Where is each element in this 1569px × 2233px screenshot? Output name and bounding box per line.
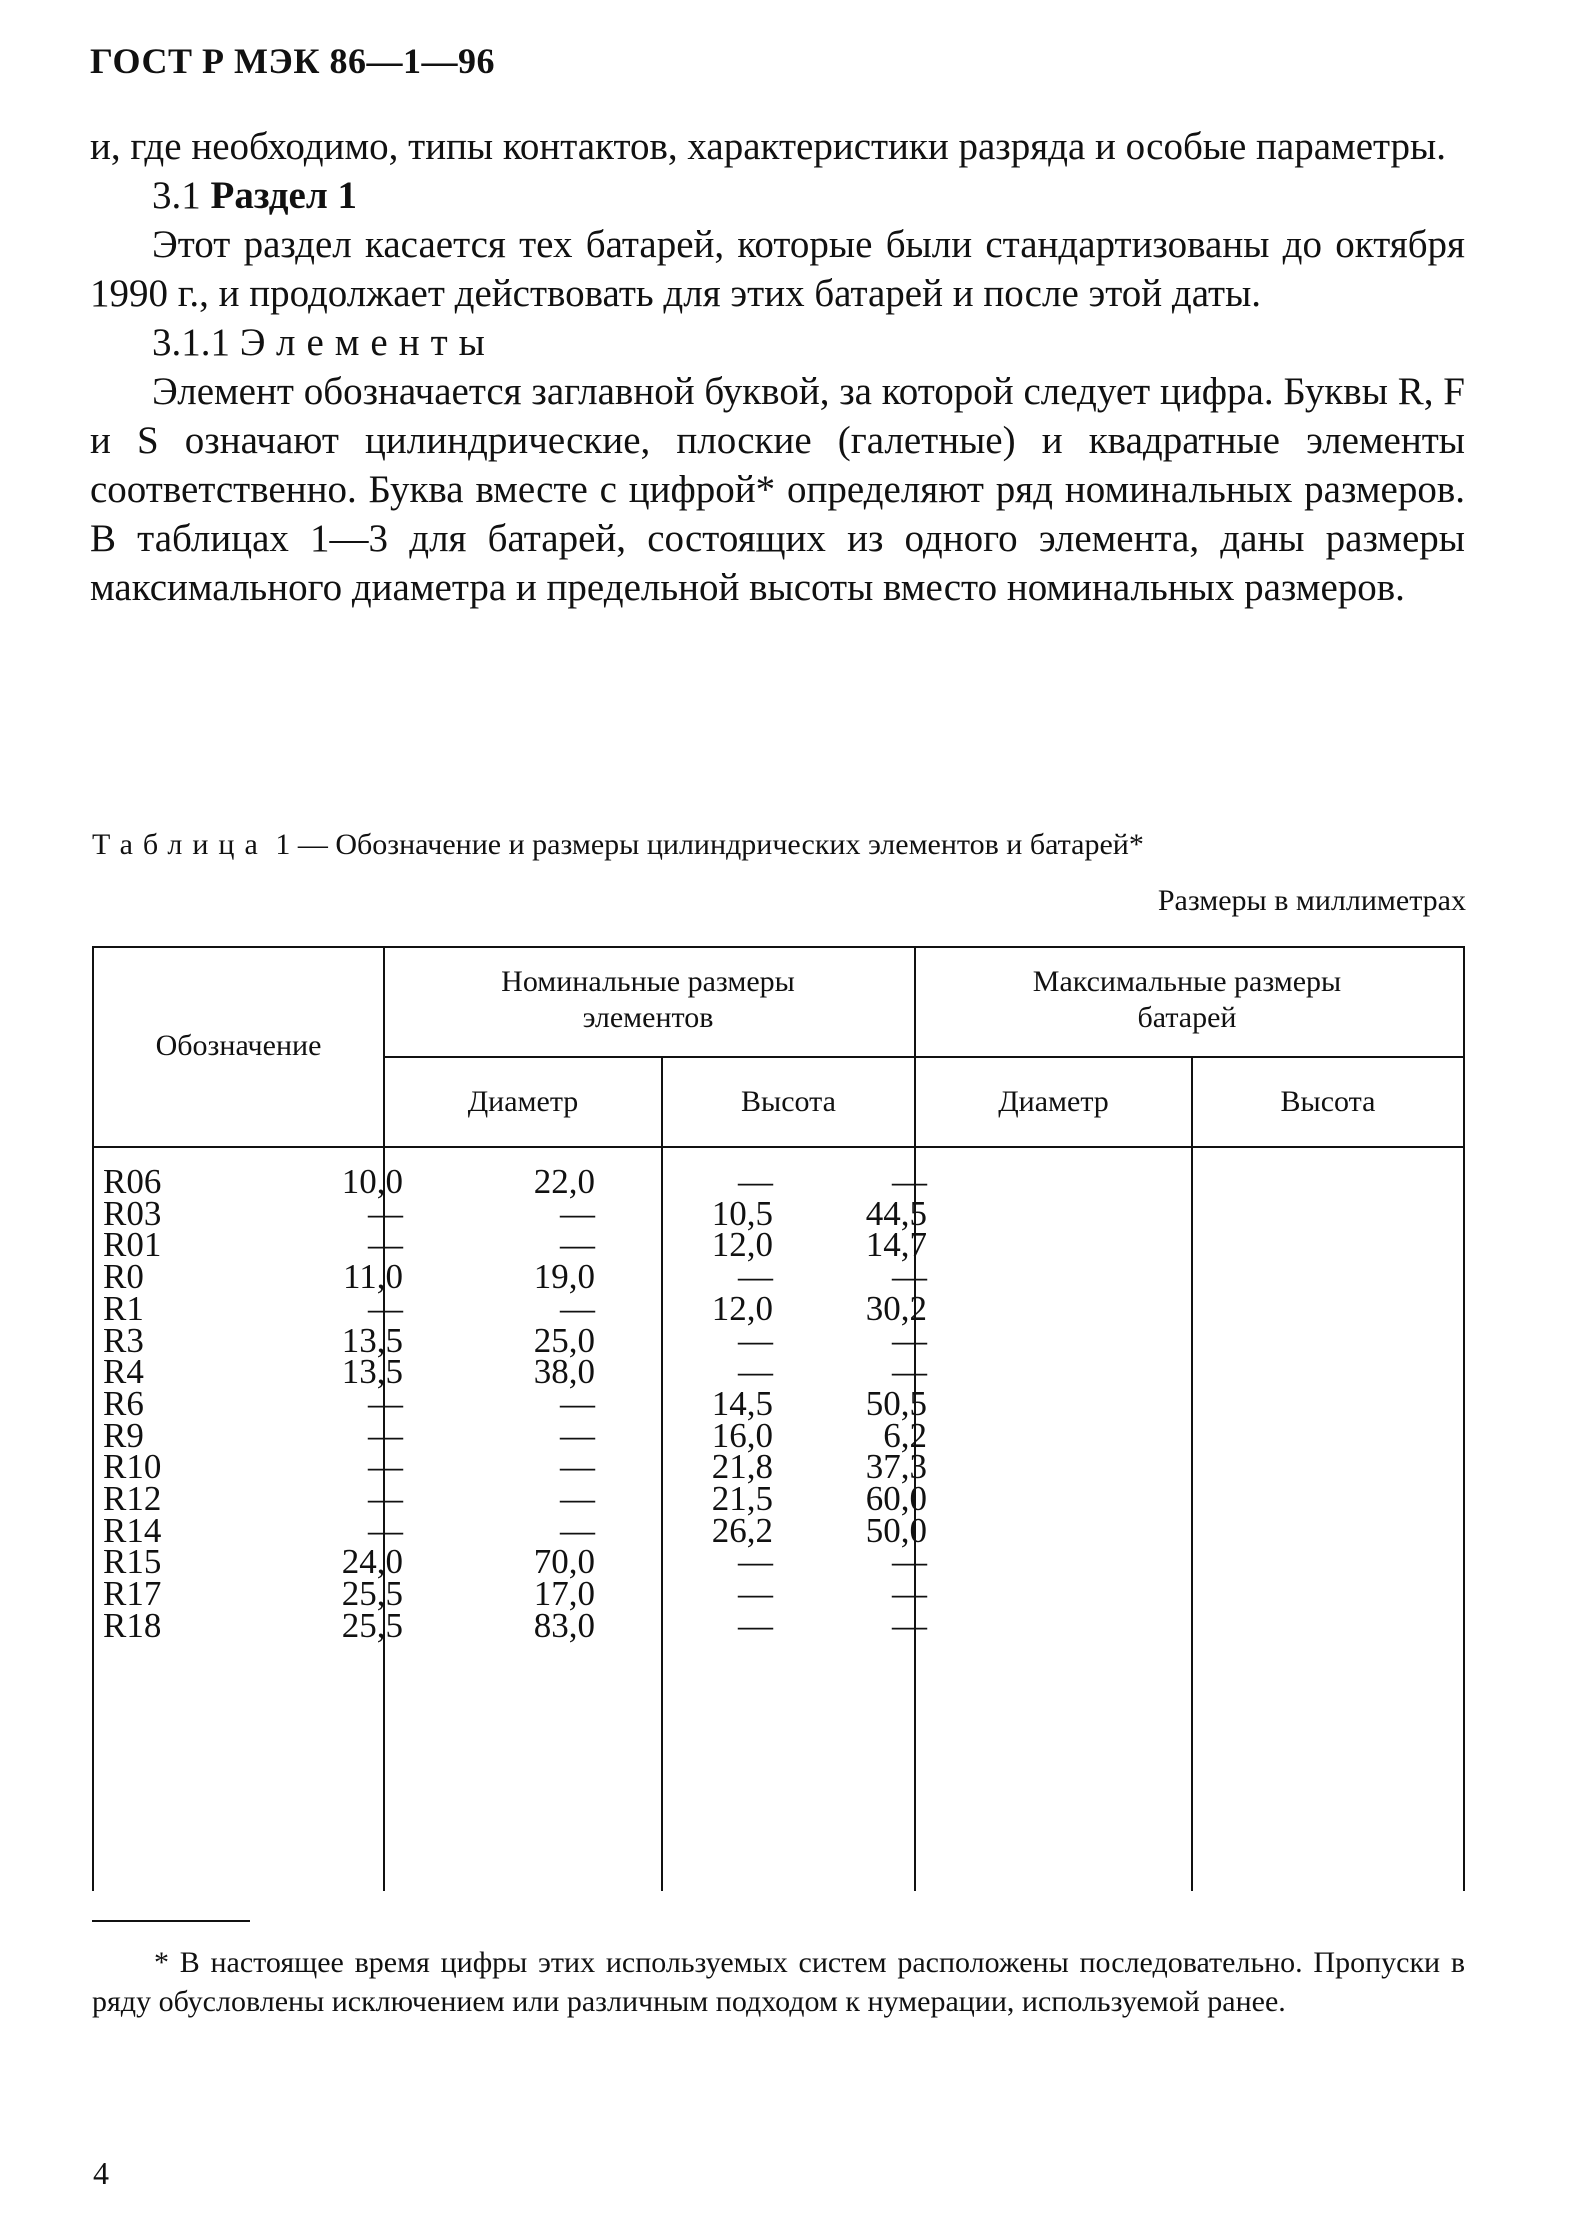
- cell-nominal-diameter: —: [368, 1447, 403, 1487]
- cell-nominal-height: —: [560, 1510, 595, 1550]
- table-top-border: [92, 946, 1465, 948]
- cell-max-diameter: 12,0: [711, 1225, 773, 1265]
- cell-nominal-diameter: —: [368, 1415, 403, 1455]
- paragraph-elements: Элемент обозначается заглавной буквой, за которой следует цифра. Буквы R, F и S означают цилиндрические, плоские (галетные) и квадратные элементы соответственно. Буква вместе с цифрой* определяют ряд номинальных размеров. В таблицах 1—3 для батарей, состоящих из одного элемента, даны размеры максимального диаметра и предельной высоты вместо номинальных размеров.: [90, 370, 1465, 609]
- cell-max-height: 30,2: [865, 1288, 927, 1328]
- cell-nominal-diameter: 13,5: [341, 1320, 403, 1360]
- body-text: [90, 122, 1465, 612]
- cell-nominal-height: 17,0: [533, 1574, 595, 1614]
- cell-max-height: 14,7: [865, 1225, 927, 1265]
- cell-max-diameter: 16,0: [711, 1415, 773, 1455]
- cell-max-height: —: [892, 1162, 927, 1201]
- cell-designation: R3: [103, 1320, 144, 1360]
- paragraph-continuation: и, где необходимо, типы контактов, характеристики разряда и особые параметры.: [90, 125, 1447, 168]
- cell-nominal-diameter: 11,0: [343, 1257, 403, 1297]
- cell-max-height: 6,2: [883, 1415, 927, 1455]
- section-title: Раздел 1: [210, 174, 357, 217]
- cell-max-diameter: —: [738, 1352, 773, 1392]
- cell-designation: R6: [103, 1383, 144, 1423]
- cell-designation: R06: [103, 1162, 162, 1201]
- cell-nominal-height: 83,0: [533, 1605, 595, 1645]
- cell-nominal-height: —: [560, 1288, 595, 1328]
- cell-max-height: —: [892, 1320, 927, 1360]
- cell-nominal-height: —: [560, 1225, 595, 1265]
- cell-nominal-height: 19,0: [533, 1257, 595, 1297]
- cell-max-diameter: —: [738, 1257, 773, 1297]
- cell-designation: R0: [103, 1257, 144, 1297]
- cell-designation: R14: [103, 1510, 162, 1550]
- cell-designation: R01: [103, 1225, 162, 1265]
- cell-nominal-diameter: —: [368, 1193, 403, 1233]
- cell-designation: R4: [103, 1352, 144, 1392]
- cell-nominal-height: —: [560, 1479, 595, 1518]
- cell-nominal-height: 70,0: [533, 1542, 595, 1582]
- cell-designation: R12: [103, 1479, 162, 1518]
- cell-max-height: —: [892, 1257, 927, 1297]
- cell-max-diameter: —: [738, 1605, 773, 1645]
- cell-max-diameter: —: [738, 1574, 773, 1614]
- cell-max-height: —: [892, 1352, 927, 1392]
- cell-nominal-diameter: —: [368, 1225, 403, 1265]
- header-designation: Обозначение: [155, 1029, 322, 1062]
- document-code-header: ГОСТ Р МЭК 86—1—96: [90, 41, 495, 81]
- cell-max-diameter: 10,5: [711, 1193, 773, 1233]
- cell-designation: R17: [103, 1574, 162, 1614]
- cell-nominal-height: —: [560, 1193, 595, 1233]
- subsection-number: 3.1.1: [152, 321, 230, 364]
- cell-nominal-diameter: —: [368, 1383, 403, 1423]
- header-max-height: Высота: [1280, 1085, 1376, 1118]
- cell-nominal-diameter: —: [368, 1479, 403, 1518]
- cell-max-diameter: 21,8: [711, 1447, 773, 1487]
- table-caption: [92, 828, 1466, 862]
- cell-max-diameter: 26,2: [711, 1510, 773, 1550]
- cell-nominal-diameter: —: [368, 1510, 403, 1550]
- cell-max-height: —: [892, 1605, 927, 1645]
- cell-nominal-diameter: —: [368, 1288, 403, 1328]
- cell-max-height: 50,0: [865, 1510, 927, 1550]
- cell-nominal-height: 22,0: [533, 1162, 595, 1201]
- cell-max-diameter: 21,5: [711, 1479, 773, 1518]
- cell-designation: R03: [103, 1193, 162, 1233]
- cell-max-height: —: [892, 1542, 927, 1582]
- cell-designation: R10: [103, 1447, 162, 1487]
- cell-max-diameter: —: [738, 1542, 773, 1582]
- cell-nominal-diameter: 13,5: [341, 1352, 403, 1392]
- cell-designation: R18: [103, 1605, 162, 1645]
- cell-nominal-height: 38,0: [533, 1352, 595, 1392]
- cell-max-height: 44,5: [865, 1193, 927, 1233]
- cell-nominal-diameter: 24,0: [341, 1542, 403, 1582]
- table-row: [0, 1606, 1373, 1651]
- page-number: 4: [93, 2155, 109, 2191]
- cell-nominal-diameter: 25,5: [341, 1574, 403, 1614]
- cell-max-diameter: 12,0: [711, 1288, 773, 1328]
- table-right-border: [1463, 946, 1465, 1891]
- cell-nominal-diameter: 10,0: [341, 1162, 403, 1201]
- table-caption-label: Таблица: [92, 828, 268, 861]
- cell-designation: R9: [103, 1415, 144, 1455]
- table-units-note: Размеры в миллиметрах: [1157, 884, 1466, 917]
- header-max-diameter: Диаметр: [998, 1085, 1109, 1118]
- header-nominal-height: Высота: [741, 1085, 836, 1118]
- cell-max-height: 60,0: [865, 1479, 927, 1518]
- cell-nominal-height: 25,0: [533, 1320, 595, 1360]
- cell-max-height: —: [892, 1574, 927, 1614]
- section-number: 3.1: [152, 174, 201, 217]
- subsection-heading: [90, 318, 1465, 367]
- table-header-bottom-rule: [92, 1146, 1465, 1148]
- section-heading: [90, 171, 1465, 220]
- paragraph-section-scope: Этот раздел касается тех батарей, которые были стандартизованы до октября 1990 г., и продолжает действовать для этих батарей и после этой даты.: [90, 223, 1465, 315]
- footnote-text: * В настоящее время цифры этих используемых систем расположены последовательно. Пропуски в ряду обусловлены исключением или различным подходом к нумерации, используемой ранее.: [92, 1946, 1465, 2018]
- cell-max-height: 50,5: [865, 1383, 927, 1423]
- cell-max-diameter: —: [738, 1162, 773, 1201]
- table-group-rule: [384, 1056, 1465, 1058]
- header-max-sizes: Максимальные размеры батарей: [1032, 965, 1342, 1034]
- cell-nominal-height: —: [560, 1415, 595, 1455]
- footnote: [92, 1943, 1465, 2021]
- cell-nominal-height: —: [560, 1383, 595, 1423]
- table-caption-number: 1: [275, 828, 291, 861]
- cell-max-height: 37,3: [865, 1447, 927, 1487]
- cell-nominal-height: —: [560, 1447, 595, 1487]
- cell-nominal-diameter: 25,5: [341, 1605, 403, 1645]
- footnote-separator: [92, 1920, 250, 1922]
- subsection-title: Элементы: [239, 321, 496, 364]
- cell-designation: R15: [103, 1542, 162, 1582]
- cell-designation: R1: [103, 1288, 144, 1328]
- cell-max-diameter: —: [738, 1320, 773, 1360]
- cell-max-diameter: 14,5: [711, 1383, 773, 1423]
- header-nominal-diameter: Диаметр: [467, 1085, 579, 1118]
- table-caption-text: — Обозначение и размеры цилиндрических элементов и батарей*: [297, 828, 1144, 861]
- header-nominal-sizes: Номинальные размеры элементов: [501, 965, 795, 1034]
